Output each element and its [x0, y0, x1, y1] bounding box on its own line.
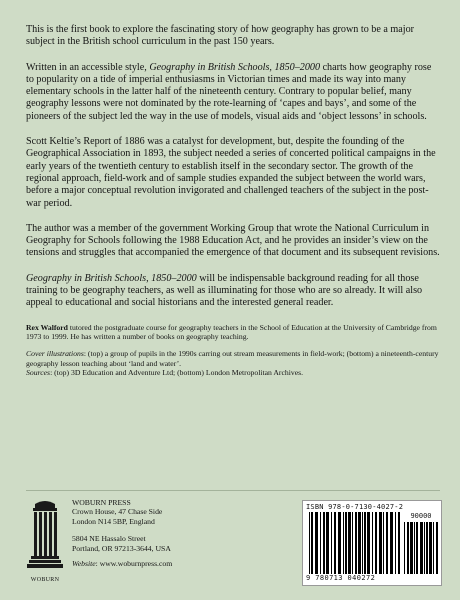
website	[72, 559, 172, 568]
author-name: Rex Walford	[26, 322, 68, 332]
publisher-address	[72, 498, 172, 568]
address-us-line-2: Portland, OR 97213-3644, USA	[72, 543, 171, 553]
cover-illustrations-label: Cover illustrations	[26, 349, 84, 359]
price-barcode-icon	[404, 522, 438, 574]
paragraph-author-role	[26, 223, 440, 260]
address-uk-line-2: London N14 5BP, England	[72, 516, 155, 526]
logo-label: WOBURN	[30, 577, 60, 583]
paragraph-audience	[26, 273, 440, 310]
website-label: Website	[72, 559, 96, 569]
ean-digits-text: 9 780713 040272	[306, 574, 376, 582]
book-title-ref: Geography in British Schools, 1850–2000	[26, 272, 197, 284]
isbn-text: ISBN 978-0-7130-4027-2	[306, 503, 404, 511]
address-us-line-1: 5804 NE Hassalo Street	[72, 534, 146, 544]
publisher-block	[26, 498, 276, 594]
price-code-block	[404, 512, 438, 574]
blurb	[26, 24, 440, 378]
woburn-logo-icon	[26, 500, 64, 576]
barcode-panel	[302, 500, 442, 586]
paragraph-audience-text: will be indispensable background reading for all those training to be geography teachers, as well as illuminating for those who are so already. It will also appeal to educational and social historians and the interested general reader.	[26, 272, 423, 309]
divider	[26, 490, 440, 491]
paragraph-style-text: charts how geography rose to popularity on a tide of imperial enthusiasms in Victorian times and made its way into many elementary schools in the latter half of the nineteenth century. Contrary to popular belief, many geography lessons were not dominated by the rote-learning of ‘capes and bays’, and some of the pioneers of the subject led the way in the use of models, visual aids and ‘object lessons’ in schools.	[26, 61, 432, 122]
paragraph-style	[26, 62, 440, 123]
price-code-text: 90000	[410, 512, 432, 520]
author-bio-text: tutored the postgraduate course for geography teachers in the School of Education at the University of Cambridge from 1973 to 1999. He has written a number of books on geography teaching.	[26, 322, 437, 342]
paragraph-author-role-text: The author was a member of the government Working Group that wrote the National Curriculum in Geography for Schools following the 1988 Education Act, and he provides an insider’s view on the tensions and struggles that accompanied the emergence of that document and its subsequent revisions.	[26, 222, 440, 259]
website-url: : www.woburnpress.com	[95, 559, 173, 569]
publisher-name: WOBURN PRESS	[72, 498, 131, 507]
paragraph-intro	[26, 24, 440, 49]
book-title-ref: Geography in British Schools, 1850–2000	[149, 61, 321, 73]
author-bio	[26, 323, 440, 342]
cover-illustrations-text: : (top) a group of pupils in the 1990s carring out stream measurements in field-work; (bottom) a nineteenth-century geography lesson teaching about ‘land and water’.	[26, 349, 439, 368]
ean-barcode-icon	[309, 512, 403, 574]
paragraph-intro-text: This is the first book to explore the fascinating story of how geography has grown to be a major subject in the British school curriculum in the past 150 years.	[26, 24, 415, 48]
address-uk-line-1: Crown House, 47 Chase Side	[72, 507, 163, 517]
cover-credits	[26, 349, 440, 377]
paragraph-keltie	[26, 136, 440, 210]
paragraph-style-lead: Written in an accessible style,	[26, 61, 150, 73]
sources-text: : (top) 3D Education and Adventure Ltd; (bottom) London Metropolitan Archives.	[50, 368, 304, 378]
paragraph-keltie-text: Scott Keltie’s Report of 1886 was a catalyst for development, but, despite the founding of the Geographical Association in 1893, the subject needed a series of concerted political campaigns in the early years of the twentieth century to establish itself in the secondary sector. The growth of the regional approach, field-work and of sample studies expanded the subject between the world wars, before a major conceptual revolution invigorated and challenged teachers of the subject in the post-war period.	[26, 136, 436, 209]
sources-label: Sources	[26, 368, 51, 378]
